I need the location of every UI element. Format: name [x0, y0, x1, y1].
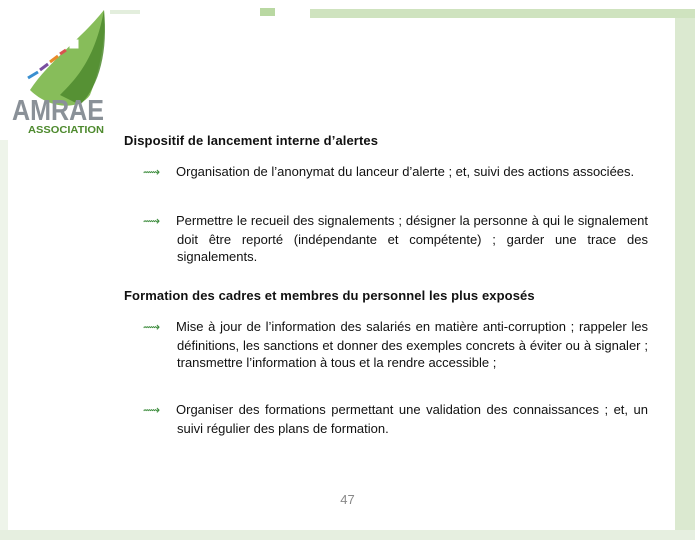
feather-bullet-icon: ⟿	[143, 403, 161, 417]
page-number: 47	[340, 492, 355, 507]
list-item: ⟿ Permettre le recueil des signalements ; désigner la personne à qui le signalement doit être reporté (indépendante et compétente) ; garder une trace des signalements.	[143, 213, 648, 264]
feather-bullet-icon: ⟿	[143, 320, 161, 334]
amrae-logo	[0, 0, 112, 140]
logo-name: AMRAE	[12, 95, 104, 127]
section-heading-alerts: Dispositif de lancement interne d’alertes	[124, 133, 379, 148]
feather-bullet-icon: ⟿	[143, 165, 161, 179]
section-heading-training: Formation des cadres et membres du personnel les plus exposés	[124, 288, 535, 303]
list-item: ⟿ Organiser des formations permettant une validation des connaissances ; et, un suivi régulier des plans de formation.	[143, 402, 648, 436]
logo-subname: ASSOCIATION	[28, 125, 104, 136]
feather-bullet-icon: ⟿	[143, 214, 161, 228]
list-item: ⟿ Mise à jour de l’information des salariés en matière anti-corruption ; rappeler les définitions, les sanctions et donner des exemples concrets à éviter ou à signaler ; transmettre l’information à tous et la rendre accessible ;	[143, 319, 648, 370]
list-item: ⟿ Organisation de l’anonymat du lanceur d’alerte ; et, suivi des actions associées.	[160, 163, 648, 182]
